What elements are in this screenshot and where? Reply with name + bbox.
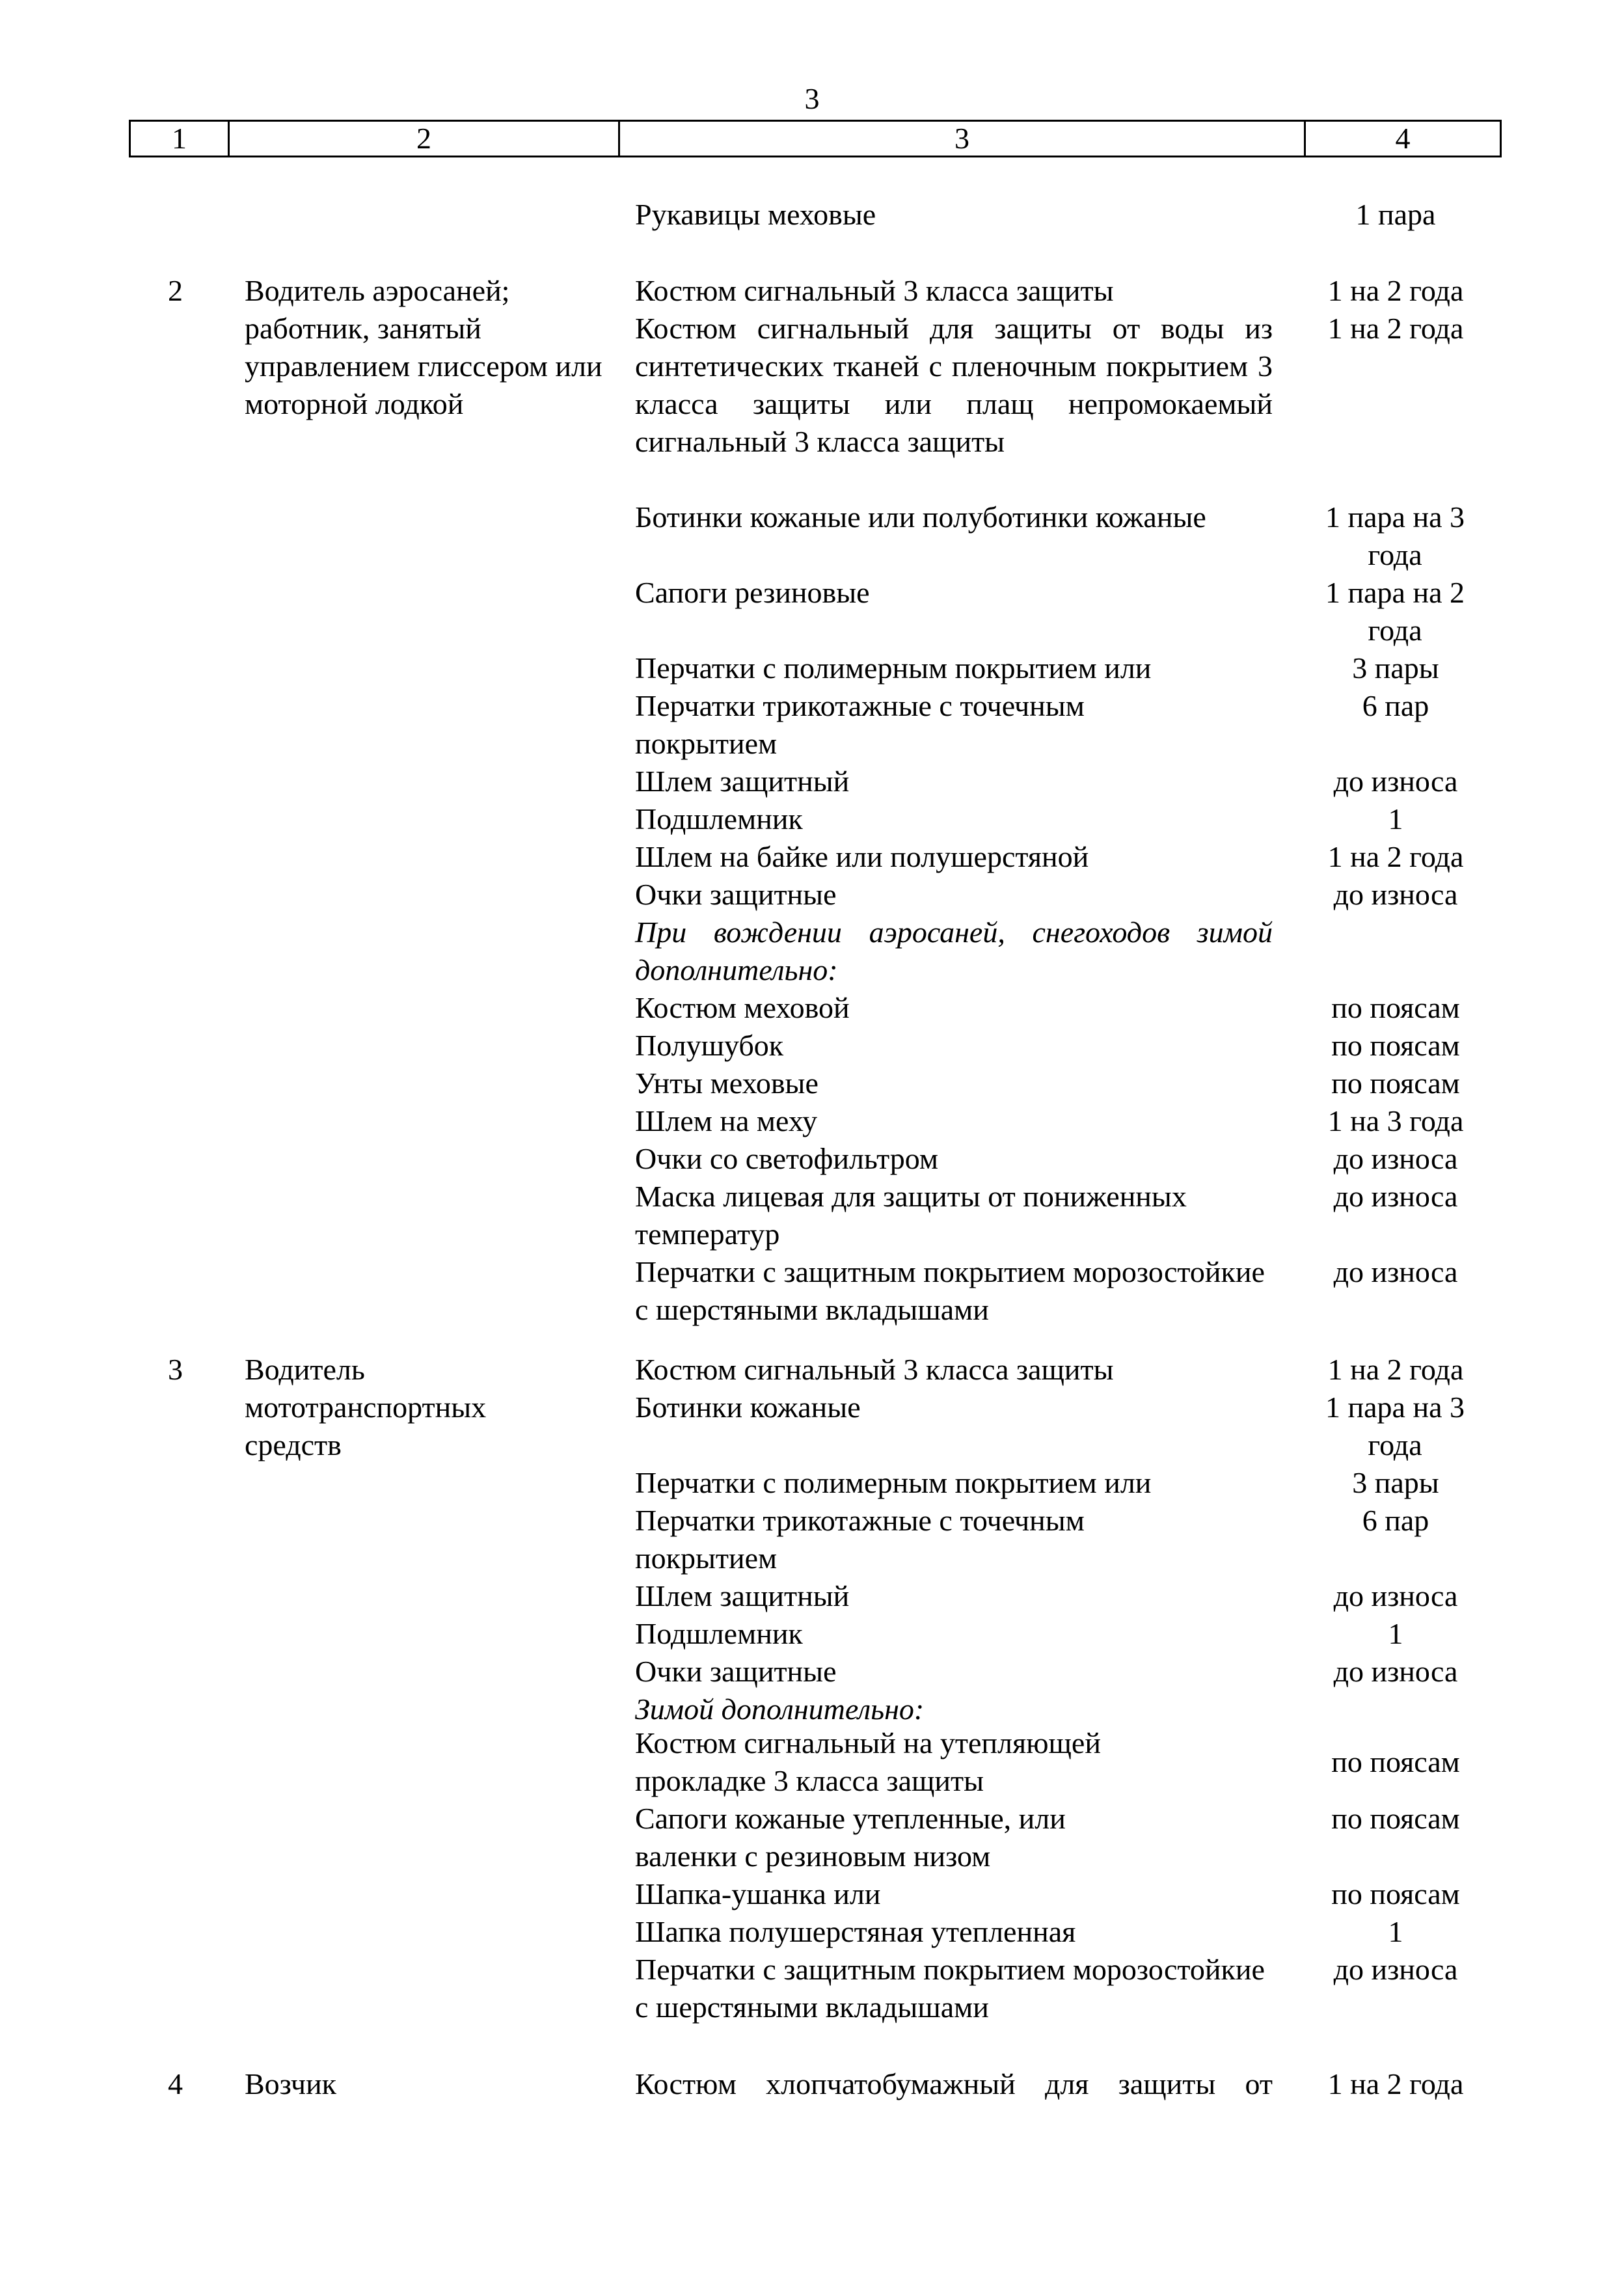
header-cell-4: 4 <box>1395 122 1411 155</box>
occupation-cell: Водитель аэросаней; работник, занятый управлением глиссером или моторной лодкой <box>245 274 602 420</box>
item-cell: Костюм сигнальный для защиты от воды из синтетических тканей с пленочным покрытием 3 класса защиты или плащ непромокаемый сигнальный 3 класса защиты <box>635 312 1273 458</box>
header-cell-3: 3 <box>620 122 1306 156</box>
norm-cell: до износа <box>1333 1255 1458 1288</box>
item-cell: Перчатки трикотажные с точечным покрытием <box>635 1504 1085 1575</box>
item-cell: Рукавицы меховые <box>635 198 876 231</box>
item-cell: Ботинки кожаные <box>635 1391 861 1424</box>
norm-cell: по поясам <box>1331 1802 1460 1835</box>
norm-cell: 1 <box>1388 1617 1403 1650</box>
norm-cell: до износа <box>1333 1579 1458 1612</box>
item-cell: Шлем защитный <box>635 1579 850 1612</box>
norm-cell: по поясам <box>1331 991 1460 1024</box>
header-cell-2: 2 <box>230 122 620 156</box>
norm-cell: 1 пара <box>1355 198 1436 231</box>
norm-cell: 6 пар <box>1362 689 1429 722</box>
norm-cell: до износа <box>1333 765 1458 798</box>
subheading: Зимой дополнительно: <box>635 1692 925 1726</box>
item-cell: Шлем защитный <box>635 765 850 798</box>
norm-cell: до износа <box>1333 1142 1458 1175</box>
row-number: 3 <box>168 1353 183 1386</box>
norm-cell: 1 на 2 года <box>1327 274 1464 307</box>
norm-cell: 1 на 2 года <box>1327 312 1464 345</box>
norm-cell: до износа <box>1333 1953 1458 1986</box>
item-cell: Шлем на меху <box>635 1104 818 1137</box>
item-cell: Костюм хлопчатобумажный для защиты от <box>635 2067 1273 2100</box>
norm-cell: 1 пара на 3 года <box>1325 500 1465 571</box>
item-cell: Сапоги резиновые <box>635 576 870 609</box>
item-cell: Шлем на байке или полушерстяной <box>635 840 1089 873</box>
item-cell: Костюм сигнальный на утепляющей прокладке 3 класса защиты <box>635 1726 1101 1797</box>
norm-cell: до износа <box>1333 1180 1458 1213</box>
row-number: 2 <box>168 274 183 307</box>
item-cell: Унты меховые <box>635 1066 819 1100</box>
norm-cell: 3 пары <box>1352 651 1439 685</box>
item-cell: Перчатки с защитным покрытием морозостойкие с шерстяными вкладышами <box>635 1255 1265 1326</box>
table-header <box>129 120 1502 157</box>
norm-cell: по поясам <box>1331 1877 1460 1910</box>
norm-cell: до износа <box>1333 1655 1458 1688</box>
item-cell: Костюм меховой <box>635 991 850 1024</box>
norm-cell: по поясам <box>1331 1066 1460 1100</box>
item-cell: Очки со светофильтром <box>635 1142 939 1175</box>
item-cell: Очки защитные <box>635 878 837 911</box>
norm-cell: 6 пар <box>1362 1504 1429 1537</box>
item-cell: Перчатки с защитным покрытием морозостойкие с шерстяными вкладышами <box>635 1953 1265 2024</box>
item-cell: Костюм сигнальный 3 класса защиты <box>635 1353 1114 1386</box>
item-cell: Костюм сигнальный 3 класса защиты <box>635 274 1114 307</box>
row-number: 4 <box>168 2067 183 2100</box>
occupation-cell: Возчик <box>245 2067 337 2100</box>
occupation-cell: Водитель мототранспортных средств <box>245 1353 487 1461</box>
norm-cell: до износа <box>1333 878 1458 911</box>
item-cell: Перчатки с полимерным покрытием или <box>635 1466 1152 1499</box>
header-cell-1: 1 <box>131 122 230 156</box>
norm-cell: 1 на 3 года <box>1327 1104 1464 1137</box>
item-cell: Подшлемник <box>635 1617 803 1650</box>
norm-cell: 1 пара на 3 года <box>1325 1391 1465 1461</box>
item-cell: Маска лицевая для защиты от пониженных температур <box>635 1180 1187 1251</box>
item-cell: Ботинки кожаные или полуботинки кожаные <box>635 500 1206 534</box>
item-cell: Перчатки трикотажные с точечным покрытием <box>635 689 1085 760</box>
subheading: При вождении аэросаней, снегоходов зимой дополнительно: <box>635 916 1273 986</box>
norm-cell: 3 пары <box>1352 1466 1439 1499</box>
item-cell: Подшлемник <box>635 802 803 835</box>
item-cell: Шапка-ушанка или <box>635 1877 881 1910</box>
norm-cell: по поясам <box>1331 1745 1460 1778</box>
item-cell: Очки защитные <box>635 1655 837 1688</box>
norm-cell: 1 на 2 года <box>1327 840 1464 873</box>
norm-cell: по поясам <box>1331 1029 1460 1062</box>
norm-cell: 1 пара на 2 года <box>1325 576 1465 647</box>
norm-cell: 1 <box>1388 1915 1403 1948</box>
item-cell: Полушубок <box>635 1029 784 1062</box>
item-cell: Шапка полушерстяная утепленная <box>635 1915 1076 1948</box>
norm-cell: 1 на 2 года <box>1327 2067 1464 2100</box>
page-number: 3 <box>804 82 820 115</box>
norm-cell: 1 <box>1388 802 1403 835</box>
item-cell: Перчатки с полимерным покрытием или <box>635 651 1152 685</box>
norm-cell: 1 на 2 года <box>1327 1353 1464 1386</box>
item-cell: Сапоги кожаные утепленные, или валенки с резиновым низом <box>635 1802 1066 1873</box>
